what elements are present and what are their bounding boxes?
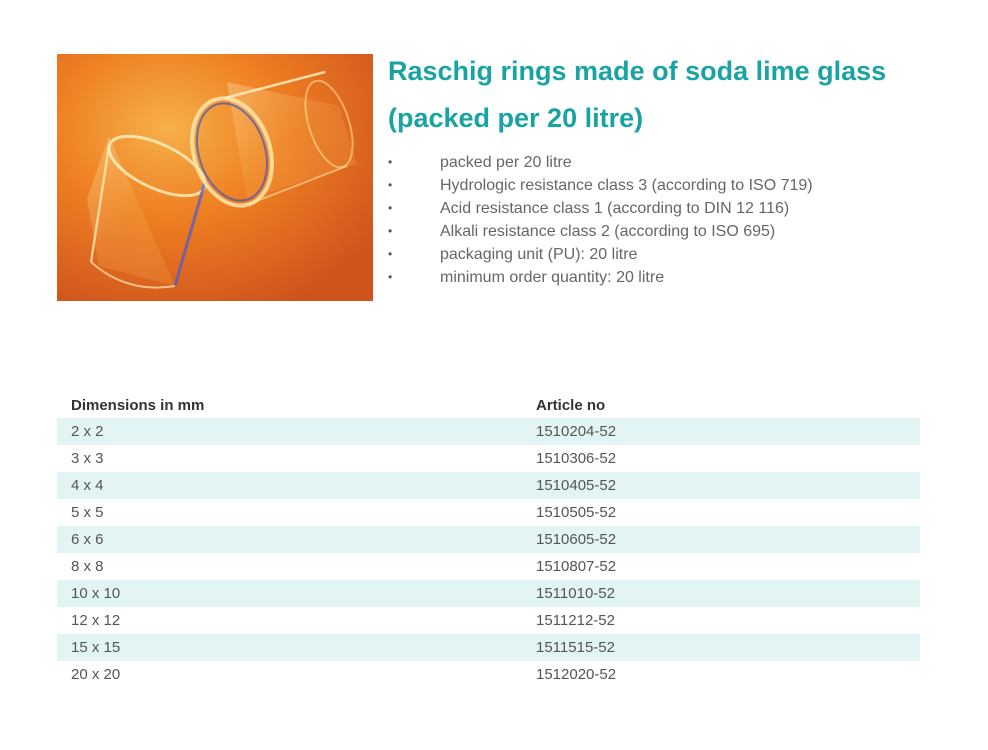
dimension-cell: 3 x 3 — [71, 450, 104, 467]
bullet-icon: • — [388, 178, 393, 192]
article-no-cell: 1510405-52 — [536, 472, 920, 499]
article-no-cell: 1510605-52 — [536, 526, 920, 553]
table-row — [57, 445, 920, 472]
table-row — [57, 634, 920, 661]
feature-item — [388, 243, 813, 266]
dimension-cell: 5 x 5 — [71, 504, 104, 521]
dimension-cell: 10 x 10 — [57, 580, 536, 607]
table-row — [57, 499, 920, 526]
article-no-cell: 1512020-52 — [536, 666, 617, 683]
feature-text: minimum order quantity: 20 litre — [440, 269, 665, 286]
table-row — [57, 472, 920, 499]
feature-text: Acid resistance class 1 (according to DIN 12 116) — [440, 200, 790, 217]
bullet-icon: • — [388, 201, 393, 215]
dimension-cell: 2 x 2 — [57, 418, 536, 445]
glass-rings-photo — [57, 54, 373, 301]
table-row — [57, 418, 920, 445]
article-no-cell: 1510204-52 — [536, 418, 920, 445]
bullet-icon: • — [388, 224, 393, 238]
article-no-cell: 1510505-52 — [536, 504, 617, 521]
dimension-cell: 20 x 20 — [71, 666, 121, 683]
feature-item — [388, 151, 813, 174]
bullet-icon: • — [388, 270, 393, 284]
product-image — [57, 54, 373, 301]
table-header-row — [57, 392, 920, 418]
article-table-container — [57, 392, 920, 688]
header-dimensions: Dimensions in mm — [71, 396, 205, 414]
product-title: Raschig rings made of soda lime glass (packed per 20 litre) — [388, 56, 887, 133]
feature-text: packaging unit (PU): 20 litre — [440, 246, 638, 263]
bullet-icon: • — [388, 155, 393, 169]
table-row — [57, 526, 920, 553]
article-no-cell: 1510807-52 — [536, 558, 617, 575]
dimension-cell: 8 x 8 — [71, 558, 104, 575]
feature-list — [388, 151, 813, 289]
feature-item — [388, 220, 813, 243]
feature-text: Alkali resistance class 2 (according to ISO 695) — [440, 223, 776, 240]
feature-item — [388, 174, 813, 197]
feature-item — [388, 197, 813, 220]
feature-item — [388, 266, 813, 289]
article-table — [57, 392, 920, 688]
article-no-cell: 1511010-52 — [536, 580, 920, 607]
article-no-cell: 1510306-52 — [536, 450, 617, 467]
table-row — [57, 553, 920, 580]
feature-text: packed per 20 litre — [440, 154, 572, 171]
header-article-no: Article no — [536, 396, 606, 414]
feature-text: Hydrologic resistance class 3 (according to ISO 719) — [440, 177, 813, 194]
table-row — [57, 580, 920, 607]
article-no-cell: 1511212-52 — [536, 612, 615, 629]
bullet-icon: • — [388, 247, 393, 261]
dimension-cell: 12 x 12 — [71, 612, 121, 629]
table-row — [57, 661, 920, 688]
dimension-cell: 4 x 4 — [57, 472, 536, 499]
table-row — [57, 607, 920, 634]
article-no-cell: 1511515-52 — [536, 634, 920, 661]
dimension-cell: 15 x 15 — [57, 634, 536, 661]
dimension-cell: 6 x 6 — [57, 526, 536, 553]
